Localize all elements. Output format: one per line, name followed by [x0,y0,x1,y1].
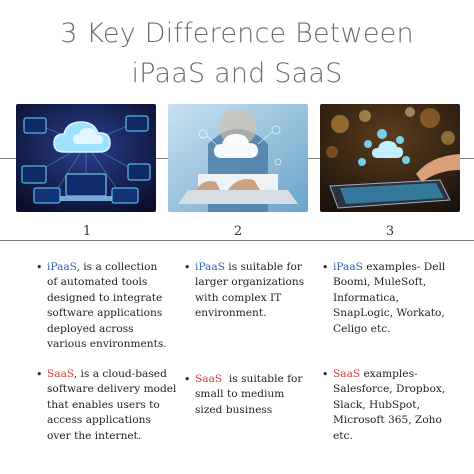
saas-description: examples- Salesforce, Dropbox, Slack, HubSpot, Microsoft 365, Zoho etc. [333,368,446,442]
image-tablet-touch [320,104,460,212]
column-number-1: 1 [82,224,92,239]
image-cloud-devices [16,104,156,212]
bullet-dot: • [184,261,191,274]
title-line-2: iPaaS and SaaS [131,58,343,89]
column-2-ipaas-point [184,260,307,322]
column-number-3: 3 [385,224,395,239]
ipaas-term: iPaaS [47,261,77,273]
ipaas-term: iPaaS [195,261,225,273]
tablet-touch-icon [320,104,460,212]
image-laptop-cloud [168,104,308,212]
column-3-ipaas-point [322,260,461,337]
divider-bottom [0,240,474,241]
column-number-2: 2 [233,224,243,239]
column-1-saas-point [36,367,177,444]
saas-description: , is a cloud-based software delivery model that enables users to access applications over the internet. [47,368,177,442]
ipaas-description: examples- Dell Boomi, MuleSoft, Informatica, SnapLogic, Workato, Celigo etc. [333,261,446,335]
column-3-saas-point [322,367,461,444]
saas-description: is suitable for small to medium sized business [195,373,306,416]
saas-term: SaaS [333,368,361,380]
bullet-dot: • [184,373,191,386]
ipaas-term: iPaaS [333,261,363,273]
column-2-saas-point [184,372,315,418]
ipaas-description: , is a collection of automated tools designed to integrate software applications deployed across various environments. [47,261,167,351]
saas-term: SaaS [195,373,223,385]
saas-term: SaaS [47,368,74,380]
page-title [0,14,474,94]
laptop-cloud-icon [168,104,308,212]
bullet-dot: • [322,261,329,274]
title-line-1: 3 Key Difference Between [60,18,414,49]
bullet-dot: • [36,368,43,381]
cloud-devices-icon [16,104,156,212]
bullet-dot: • [36,261,43,274]
ipaas-description: is suitable for larger organizations with complex IT environment. [195,261,305,320]
column-1-ipaas-point [36,260,167,352]
bullet-dot: • [322,368,329,381]
